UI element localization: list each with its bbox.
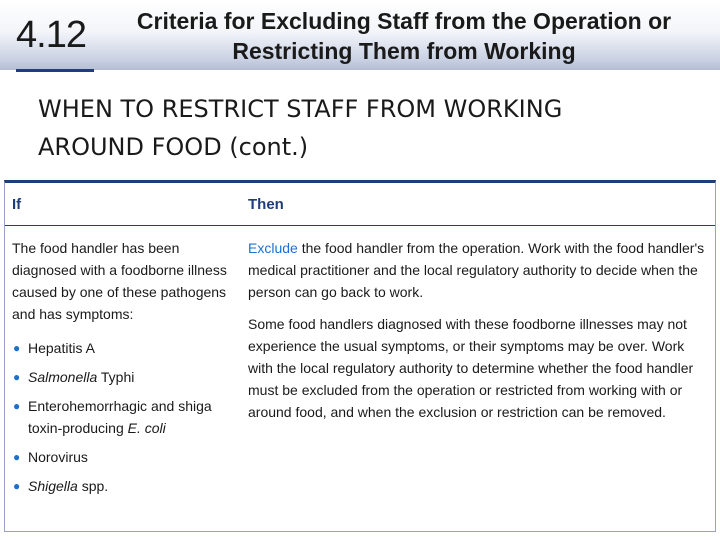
pathogen-text: Enterohemorrhagic and shiga toxin-producing (28, 398, 212, 436)
bullet-icon: ● (13, 479, 21, 493)
criteria-table (4, 180, 716, 532)
subheading-line-1: WHEN TO RESTRICT STAFF FROM WORKING (38, 95, 563, 123)
pathogen-italic: Shigella (28, 478, 78, 494)
pathogen-item (12, 446, 232, 468)
then-paragraph-1 (248, 237, 708, 303)
column-header-if: If (12, 196, 22, 213)
pathogen-item (12, 475, 232, 497)
subheading-line-2: AROUND FOOD (cont.) (38, 133, 309, 161)
pathogen-item (12, 366, 232, 388)
if-cell (12, 237, 232, 504)
bullet-icon: ● (13, 370, 21, 384)
bullet-icon: ● (13, 399, 21, 413)
if-intro: The food handler has been diagnosed with a foodborne illness caused by one of these pathogens and has symptoms: (12, 240, 227, 322)
section-number: 4.12 (16, 14, 86, 56)
pathogen-item (12, 395, 232, 439)
title-line-1: Criteria for Excluding Staff from the Operation or (136, 8, 672, 34)
bullet-icon: ● (13, 450, 21, 464)
pathogen-text: Norovirus (28, 449, 88, 465)
subheading (38, 90, 698, 166)
exclude-keyword: Exclude (248, 240, 298, 256)
then-paragraph-1-text: the food handler from the operation. Work with the food handler's medical practitioner and the local regulatory authority to decide when the person can go back to work. (248, 240, 705, 300)
table-header (5, 183, 715, 226)
pathogen-italic: Salmonella (28, 369, 98, 385)
pathogen-text: spp. (77, 478, 109, 494)
pathogen-item (12, 337, 232, 359)
title-line-2: Restricting Them from Working (232, 38, 576, 64)
pathogen-list (12, 337, 232, 497)
bullet-icon: ● (13, 341, 21, 355)
pathogen-italic-tail: E. coli (127, 420, 166, 436)
slide-title (98, 6, 710, 66)
then-cell (248, 237, 708, 434)
section-underline (16, 69, 94, 72)
pathogen-text: Typhi (97, 369, 135, 385)
column-header-then: Then (248, 196, 284, 213)
then-paragraph-2: Some food handlers diagnosed with these foodborne illnesses may not experience the usual symptoms, or their symptoms may be over. Work with the local regulatory authority to determine whether the food handler must be excluded from the operation or restricted from working with or around food, and when the exclusion or restriction can be removed. (248, 316, 694, 420)
pathogen-text: Hepatitis A (28, 340, 95, 356)
